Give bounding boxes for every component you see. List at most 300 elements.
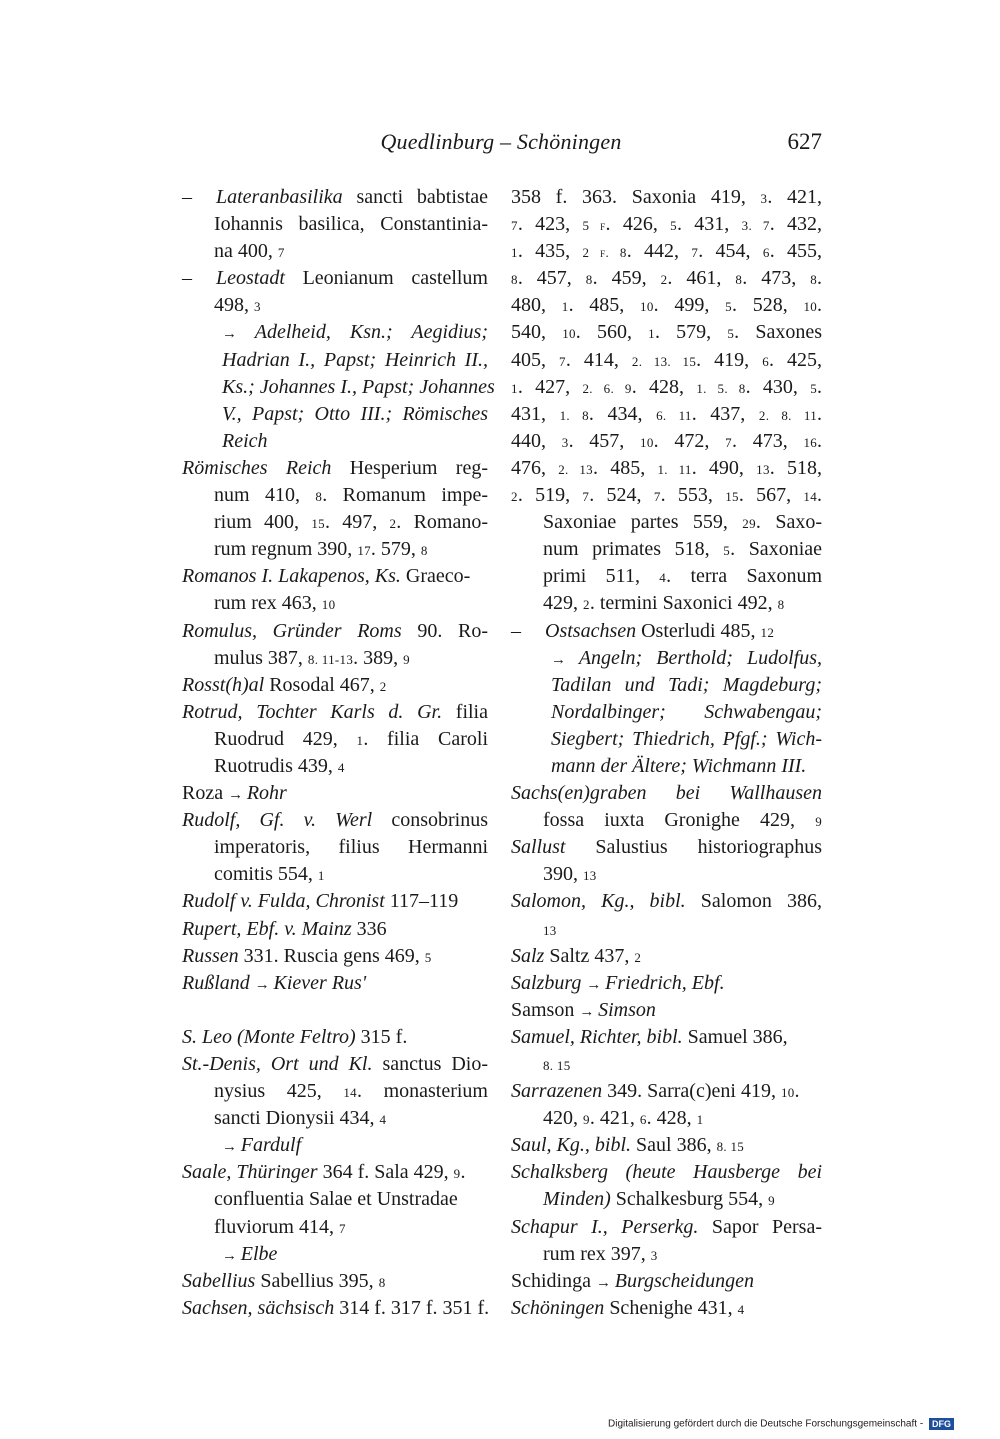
index-line	[182, 265, 488, 292]
entry-text: Roza	[182, 782, 229, 805]
index-line	[182, 455, 488, 482]
index-term: Minden)	[543, 1188, 611, 1211]
index-term: Schapur I., Perserkg.	[511, 1215, 699, 1238]
line-reference: 2	[379, 678, 387, 694]
entry-text: . monasterium	[356, 1080, 488, 1103]
index-term: Salomon, Kg., bibl.	[511, 890, 686, 913]
entry-text: . Romano-	[396, 511, 489, 534]
index-line	[511, 590, 822, 617]
index-line	[182, 753, 488, 780]
index-term: Saale, Thüringer	[182, 1161, 318, 1184]
line-reference: 14	[803, 489, 818, 505]
entry-text: . 454,	[698, 240, 763, 263]
entry-text: . 485,	[568, 294, 641, 317]
entry-text: . 528,	[731, 294, 804, 317]
index-term: Fardulf	[240, 1134, 302, 1157]
line-reference: 14	[343, 1085, 357, 1101]
line-reference: 5	[725, 299, 732, 315]
entry-text: fossa iuxta Gronighe 429,	[543, 809, 816, 832]
line-reference: 3	[254, 299, 261, 315]
line-reference: 7	[559, 353, 566, 369]
index-term: Ks.; Johannes I., Papst; Johannes	[222, 375, 495, 398]
entry-text: Saul 386,	[631, 1134, 717, 1157]
line-reference: 2. 8. 11	[758, 407, 817, 423]
entry-text: . 437,	[691, 402, 759, 425]
index-term: Friedrich, Ebf.	[605, 971, 725, 994]
entry-text: .	[460, 1161, 466, 1184]
line-reference: 7	[725, 434, 732, 450]
cross-reference-arrow: →	[586, 976, 606, 993]
line-reference: 9	[403, 651, 410, 667]
entry-text: Saxoniae partes 559,	[543, 511, 743, 534]
index-line	[511, 1268, 822, 1295]
entry-text: nysius 425,	[214, 1080, 344, 1103]
index-line	[511, 1051, 822, 1078]
index-line	[182, 916, 488, 943]
entry-text: . 499,	[653, 294, 726, 317]
index-term: Sabellius	[182, 1269, 256, 1292]
line-reference: 3	[760, 191, 768, 206]
index-term: Sallust	[511, 836, 566, 859]
entry-text: fluviorum 414,	[214, 1215, 339, 1238]
index-line	[511, 943, 822, 970]
entry-text: . 389,	[353, 646, 404, 669]
cross-reference-arrow: →	[254, 976, 274, 993]
cross-reference-arrow: →	[579, 1003, 599, 1020]
entry-text: . 428,	[631, 375, 697, 398]
entry-text: sanctus Dio-	[372, 1053, 488, 1075]
line-reference: 9	[815, 814, 822, 830]
index-line	[182, 1024, 488, 1051]
line-reference: 8	[810, 272, 817, 288]
index-term: Sarrazenen	[511, 1080, 603, 1103]
entry-text: 429,	[543, 592, 583, 615]
index-line	[182, 1241, 488, 1268]
index-line	[182, 618, 488, 645]
index-line	[182, 1186, 488, 1213]
line-reference: 5	[670, 218, 677, 234]
index-term: Romanos I. Lakapenos, Ks.	[182, 565, 401, 588]
index-line	[182, 482, 488, 509]
entry-text: mulus 387,	[214, 646, 308, 669]
index-line	[182, 780, 488, 807]
index-line	[182, 699, 488, 726]
subentry-dash: –	[182, 186, 192, 208]
index-line	[511, 916, 822, 943]
line-reference: 1	[356, 732, 364, 748]
index-line	[511, 1132, 822, 1159]
line-reference: 1	[511, 245, 518, 261]
entry-text: num primates 518,	[543, 538, 724, 561]
index-term: Burgscheidungen	[614, 1269, 754, 1292]
index-line	[511, 1024, 822, 1051]
entry-text: . 457,	[568, 429, 641, 452]
line-reference: 8	[777, 597, 785, 613]
index-term: Elbe	[240, 1242, 278, 1265]
line-reference: 8. 15	[543, 1058, 571, 1073]
index-term: Simson	[598, 998, 656, 1021]
entry-text: Graeco-	[400, 565, 471, 588]
index-term: S. Leo (Monte Feltro)	[182, 1025, 356, 1048]
line-reference: 2	[660, 272, 668, 288]
entry-text: Samson	[511, 998, 580, 1021]
line-reference: 3	[650, 1247, 658, 1263]
line-reference: 6. 11	[656, 407, 692, 423]
index-term: Schöningen	[511, 1296, 605, 1319]
entry-text: . 419,	[696, 348, 763, 371]
footer-credit	[608, 1418, 954, 1430]
line-reference: 4	[737, 1301, 745, 1317]
running-title: Quedlinburg – Schöningen	[380, 129, 622, 154]
entry-text: sancti Dionysii 434,	[214, 1107, 380, 1130]
index-line	[511, 888, 822, 915]
index-term: Rudolf v. Fulda, Chronist	[182, 890, 385, 913]
entry-text: . 435,	[517, 240, 583, 263]
index-line	[511, 699, 822, 726]
index-column-right	[511, 184, 822, 1322]
index-line	[511, 753, 822, 780]
index-line	[511, 834, 822, 861]
entry-text: 349. Sarra(c)eni 419,	[602, 1080, 781, 1103]
index-term: Rupert, Ebf. v. Mainz	[182, 917, 352, 940]
index-line	[182, 536, 488, 563]
index-term: Russen	[182, 944, 239, 967]
entry-text: Osterludi 485,	[636, 619, 761, 642]
entry-text: . 472,	[653, 429, 726, 452]
index-line	[511, 1241, 822, 1268]
entry-text: . 490,	[691, 456, 757, 479]
entry-text: Iohannis basilica, Constantinia-	[214, 213, 488, 236]
line-reference: 6	[762, 353, 769, 369]
entry-text: Sapor Persa-	[698, 1215, 822, 1238]
entry-text: Salomon 386,	[685, 890, 822, 913]
line-reference: 1	[561, 299, 569, 315]
dfg-logo: DFG	[929, 1418, 954, 1430]
line-reference: 2 f. 8	[582, 245, 627, 261]
index-line	[182, 401, 488, 428]
entry-text: consobrinus	[372, 809, 488, 832]
entry-text: . 428,	[646, 1107, 697, 1130]
line-reference: 7	[339, 1220, 346, 1236]
entry-text: .	[794, 1080, 800, 1103]
index-line	[511, 1159, 822, 1186]
index-line	[182, 347, 488, 374]
entry-text: filia	[442, 700, 488, 723]
entry-text: 420,	[543, 1107, 583, 1130]
index-line	[182, 211, 488, 238]
line-reference: 7	[582, 489, 590, 505]
entry-text: . 497,	[324, 511, 390, 534]
index-term: V., Papst; Otto III.; Römisches	[222, 402, 488, 425]
index-line	[511, 536, 822, 563]
line-reference: 5	[424, 949, 432, 965]
index-term: Rußland	[182, 971, 255, 994]
entry-text: 90. Ro-	[401, 619, 488, 642]
entry-text: . terra Saxonum	[666, 565, 822, 588]
index-line	[511, 645, 822, 672]
line-reference: 2	[389, 516, 397, 532]
line-reference: 8	[378, 1274, 386, 1290]
line-reference: 8	[315, 489, 323, 505]
index-line	[511, 1078, 822, 1105]
index-line	[182, 834, 488, 861]
index-line	[182, 1159, 488, 1186]
index-line	[182, 238, 488, 265]
line-reference: 17	[357, 543, 371, 559]
line-reference: 7	[277, 245, 285, 261]
entry-text: Ruodrud 429,	[214, 727, 357, 750]
line-reference: 10	[640, 299, 654, 315]
line-reference: 15	[725, 489, 739, 505]
index-line	[182, 1268, 488, 1295]
entry-text: . 579,	[370, 538, 421, 561]
cross-reference-arrow: →	[551, 651, 579, 668]
index-line	[182, 807, 488, 834]
index-term: Samuel, Richter, bibl.	[511, 1025, 683, 1048]
cross-reference-arrow: →	[596, 1274, 615, 1291]
index-line	[511, 970, 822, 997]
entry-text: . 524,	[589, 484, 654, 507]
entry-text: . Romanum impe-	[322, 484, 489, 507]
entry-text: .	[817, 294, 823, 317]
index-term: Hadrian I., Papst; Heinrich II.,	[222, 348, 488, 371]
index-term: mann der Ältere; Wichmann III.	[551, 754, 807, 777]
index-line	[182, 1105, 488, 1132]
entry-text: . 426,	[605, 213, 671, 236]
entry-text: 476,	[511, 456, 559, 479]
index-line	[511, 374, 822, 401]
index-line	[511, 211, 822, 238]
entry-text: Saltz 437,	[544, 944, 635, 967]
entry-text: rium 400,	[214, 511, 312, 534]
line-reference: 10	[640, 434, 654, 450]
index-line	[182, 861, 488, 888]
entry-text: Salustius historiographus	[565, 836, 822, 859]
index-term: Rudolf, Gf. v. Werl	[182, 809, 373, 832]
entry-text: .	[817, 402, 822, 425]
entry-text: . 430,	[745, 375, 811, 398]
index-term: Salzburg	[511, 971, 587, 994]
entry-text: .	[817, 267, 822, 290]
entry-text: 336	[351, 917, 387, 940]
line-reference: 2. 13. 15	[631, 353, 697, 369]
entry-text: . 485,	[592, 456, 658, 479]
entry-text: rum rex 397,	[543, 1242, 651, 1265]
line-reference: 3. 7	[741, 218, 770, 234]
entry-text: . 425,	[769, 348, 823, 371]
index-term: Angeln; Berthold; Ludolfus,	[578, 646, 823, 669]
line-reference: 10	[803, 299, 818, 315]
entry-text: . 519,	[517, 484, 583, 507]
entry-text: Schenighe 431,	[604, 1296, 738, 1319]
index-line	[511, 347, 822, 374]
index-line	[511, 807, 822, 834]
entry-text: . 518,	[769, 456, 822, 479]
index-line	[511, 482, 822, 509]
index-term: Lateranbasilika	[216, 186, 343, 208]
line-reference: 1	[648, 326, 655, 342]
line-reference: 10	[780, 1085, 795, 1101]
index-line	[511, 1186, 822, 1213]
entry-text: Schalkesburg 554,	[610, 1188, 769, 1211]
index-line	[182, 1078, 488, 1105]
entry-text: . 421,	[589, 1107, 640, 1130]
entry-text: . 434,	[588, 402, 657, 425]
line-reference: 5	[727, 326, 735, 342]
entry-text: 331. Ruscia gens 469,	[238, 944, 425, 967]
index-line	[511, 1295, 822, 1322]
entry-text: 390,	[543, 863, 583, 886]
line-reference: 6	[639, 1112, 647, 1128]
index-line	[182, 319, 488, 346]
index-term: Rotrud, Tochter Karls d. Gr.	[182, 700, 443, 723]
entry-text: . 432,	[769, 213, 823, 236]
entry-text: 314 f. 317 f. 351 f.	[334, 1296, 490, 1319]
index-line	[182, 970, 488, 997]
line-reference: 10	[562, 326, 576, 342]
entry-text: 358 f. 363. Saxonia 419,	[511, 186, 761, 208]
index-term: Sachsen, sächsisch	[182, 1296, 335, 1319]
index-line	[511, 455, 822, 482]
entry-text: primi 511,	[543, 565, 660, 588]
entry-text: Hesperium reg-	[331, 456, 488, 479]
line-reference: 7	[691, 245, 699, 261]
index-line	[511, 184, 822, 211]
index-line	[182, 509, 488, 536]
entry-text: . 414,	[565, 348, 632, 371]
line-reference: 2. 13	[558, 461, 593, 477]
entry-text: . 442,	[626, 240, 692, 263]
index-line	[511, 1105, 822, 1132]
index-term: Kiever Rus'	[273, 971, 367, 994]
entry-text: 440,	[511, 429, 562, 452]
index-line	[182, 672, 488, 699]
line-reference: 9	[768, 1193, 775, 1209]
entry-text: . 457,	[517, 267, 586, 290]
line-reference: 4	[379, 1112, 387, 1128]
line-reference: 1	[511, 380, 518, 396]
index-line	[182, 645, 488, 672]
line-reference: 1	[696, 1112, 704, 1128]
index-line	[182, 888, 488, 915]
line-reference: 10	[321, 597, 336, 613]
line-reference: 1. 5. 8	[696, 380, 746, 396]
index-line	[182, 997, 488, 1024]
line-reference: 13	[583, 868, 597, 884]
entry-text: Ruotrudis 439,	[214, 754, 338, 777]
entry-text: 431,	[511, 402, 560, 425]
page-number: 627	[787, 129, 822, 154]
entry-text: comitis 554,	[214, 863, 318, 886]
line-reference: 8	[511, 272, 518, 288]
index-line	[511, 1214, 822, 1241]
entry-text: Schidinga	[511, 1269, 596, 1292]
line-reference: 2	[634, 949, 642, 965]
digitization-note: Digitalisierung gefördert durch die Deutsche Forschungsgemeinschaft -	[608, 1418, 924, 1430]
entry-text: . termini Saxonici 492,	[589, 592, 778, 615]
entry-text: Sabellius 395,	[255, 1269, 379, 1292]
entry-text: . 421,	[767, 186, 823, 208]
index-term: Sachs(en)graben bei Wallhausen	[511, 782, 822, 805]
entry-text: 480,	[511, 294, 562, 317]
line-reference: 8	[585, 272, 593, 288]
entry-text: 117–119	[384, 890, 459, 913]
line-reference: 5	[723, 543, 731, 559]
line-reference: 9	[583, 1112, 590, 1128]
entry-text: . 423,	[517, 213, 583, 236]
index-line	[182, 1132, 488, 1159]
line-reference: 2	[511, 489, 518, 505]
line-reference: 7	[653, 489, 661, 505]
entry-text: Leonianum castellum	[284, 267, 488, 290]
index-term: Nordalbinger; Schwabengau;	[551, 700, 822, 723]
entry-text: 364 f. Sala 429,	[317, 1161, 454, 1184]
entry-text: . 567,	[738, 484, 804, 507]
entry-text: . 560,	[575, 321, 649, 344]
entry-text: . 455,	[769, 240, 823, 263]
entry-text: . Saxo-	[755, 511, 822, 534]
entry-text: . 459,	[592, 267, 661, 290]
entry-text: . Saxones	[734, 321, 823, 344]
line-reference: 7	[511, 218, 518, 234]
index-line	[182, 1295, 488, 1322]
index-line	[182, 726, 488, 753]
index-term: Römisches Reich	[182, 456, 332, 479]
index-line	[511, 401, 822, 428]
index-term: Salz	[511, 944, 545, 967]
entry-text: . 473,	[731, 429, 804, 452]
index-line	[182, 374, 495, 401]
entry-text: Samuel 386,	[682, 1025, 788, 1048]
index-line	[182, 943, 488, 970]
entry-text: 498,	[214, 294, 254, 317]
cross-reference-arrow: →	[228, 787, 247, 804]
entry-text: imperatoris, filius Hermanni	[214, 836, 488, 859]
entry-text: .	[817, 429, 823, 452]
line-reference: 8. 15	[716, 1139, 745, 1155]
index-line	[511, 618, 822, 645]
line-reference: 4	[659, 570, 667, 586]
line-reference: 3	[561, 434, 569, 450]
entry-text: num 410,	[214, 484, 316, 507]
entry-text: . Saxoniae	[730, 538, 822, 561]
line-reference: 1. 11	[657, 461, 692, 477]
index-line	[182, 292, 488, 319]
entry-text: sancti babtistae	[342, 186, 488, 208]
index-line	[182, 1214, 488, 1241]
index-line	[182, 1051, 488, 1078]
index-line	[511, 997, 822, 1024]
entry-text: . 579,	[654, 321, 728, 344]
subentry-dash: –	[182, 267, 192, 290]
subentry-dash: –	[511, 619, 521, 642]
entry-text: . 427,	[517, 375, 583, 398]
page-header	[180, 122, 822, 162]
line-reference: 29	[742, 516, 756, 532]
entry-text: 315 f.	[355, 1025, 408, 1048]
index-line	[511, 672, 822, 699]
entry-text: confluentia Salae et Unstradae	[214, 1188, 458, 1211]
line-reference: 13	[543, 922, 557, 938]
line-reference: 8. 11-13	[307, 651, 354, 667]
entry-text: rum rex 463,	[214, 592, 322, 615]
entry-text: 540,	[511, 321, 563, 344]
index-term: Leostadt	[216, 267, 285, 290]
entry-text: .	[817, 484, 823, 507]
line-reference: 5	[810, 380, 818, 396]
line-reference: 13	[756, 461, 770, 477]
entry-text: . 431,	[676, 213, 742, 236]
